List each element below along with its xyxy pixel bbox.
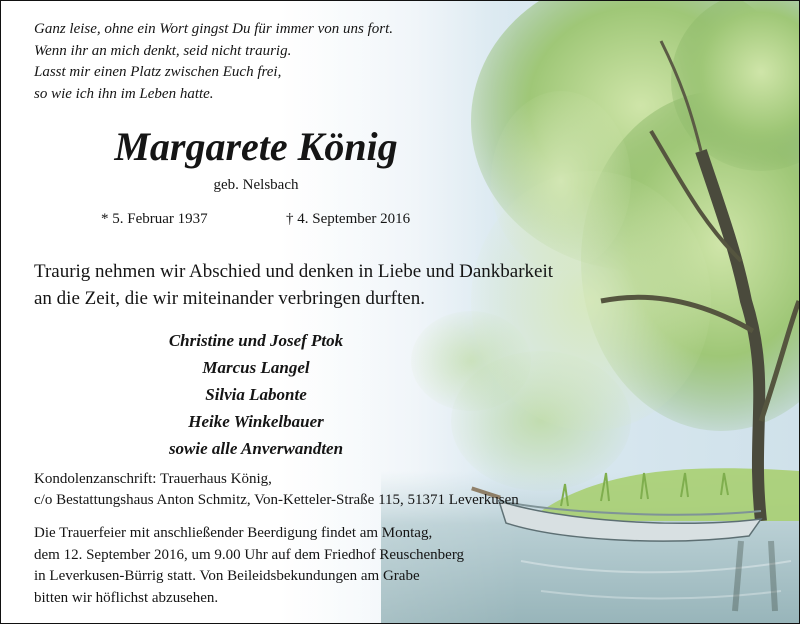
service-line: Die Trauerfeier mit anschließender Beerdigung findet am Montag, (34, 525, 433, 541)
death-date: † 4. September 2016 (286, 211, 411, 227)
poem-line: Wenn ihr an mich denkt, seid nicht traurig. (34, 42, 292, 59)
farewell-text (34, 259, 553, 312)
service-line: bitten wir höflichst abzusehen. (34, 589, 219, 606)
poem (34, 19, 393, 105)
mourner-name: Heike Winkelbauer (188, 412, 324, 431)
poem-line: so wie ich ihn im Leben hatte. (34, 85, 214, 102)
birth-date: * 5. Februar 1937 (101, 211, 208, 227)
deceased-name: Margarete König (114, 124, 398, 169)
maiden-name: geb. Nelsbach (213, 177, 299, 193)
service-line: in Leverkusen-Bürrig statt. Von Beileidsbekundungen am Grabe (34, 568, 420, 584)
mourners-list (91, 327, 421, 462)
condolence-line: Kondolenzanschrift: Trauerhaus König, (34, 471, 272, 487)
condolence-address (34, 469, 519, 511)
farewell-line: Traurig nehmen wir Abschied und denken in Liebe und Dankbarkeit (34, 261, 554, 282)
service-line: dem 12. September 2016, um 9.00 Uhr auf dem Friedhof Reuschenberg (34, 546, 465, 563)
mourner-name: Christine und Josef Ptok (168, 331, 344, 350)
poem-line: Ganz leise, ohne ein Wort gingst Du für immer von uns fort. (34, 21, 394, 37)
mourner-name: sowie alle Anverwandten (168, 439, 344, 458)
poem-line: Lasst mir einen Platz zwischen Euch frei, (34, 64, 282, 80)
funeral-service-info (34, 523, 464, 609)
mourner-name: Marcus Langel (202, 358, 310, 377)
condolence-line: c/o Bestattungshaus Anton Schmitz, Von-Ketteler-Straße 115, 51371 Leverkusen (34, 492, 519, 508)
mourner-name: Silvia Labonte (205, 385, 307, 404)
farewell-line: an die Zeit, die wir miteinander verbringen durften. (34, 287, 425, 309)
